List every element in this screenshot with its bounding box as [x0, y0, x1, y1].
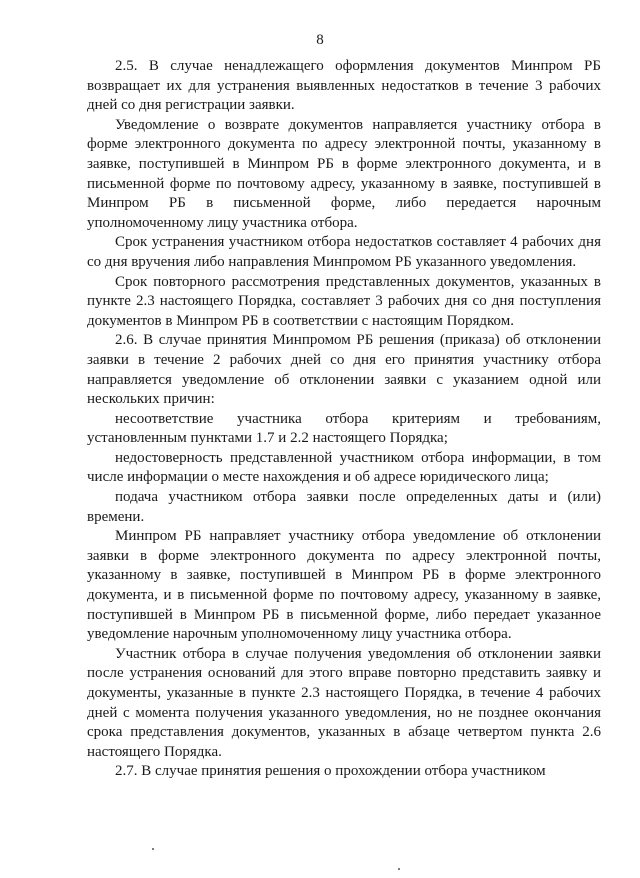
reason-item-inaccuracy: недостоверность представленной участником отбора информации, в том числе информации о месте нахождения и об адресе юридического лица; [87, 449, 601, 486]
paragraph-2-5: 2.5. В случае ненадлежащего оформления документов Минпром РБ возвращает их для устранения выявленных недостатков в течение 3 рабочих дней со дня регистрации заявки. [87, 58, 601, 114]
page-number: 8 [316, 32, 324, 48]
paragraph-resubmission: Участник отбора в случае получения уведомления об отклонении заявки после устранения оснований для этого вправе повторно представить заявку и документы, указанные в пункте 2.3 настоящего Порядка, в течение 4 рабочих дней с момента получения указанного уведомления, но не позднее окончания срока представления документов, указанных в абзаце четвертом пункта 2.6 настоящего Порядка. [87, 645, 601, 760]
scan-speck [152, 848, 154, 850]
document-body [87, 57, 601, 782]
paragraph-review-term: Срок повторного рассмотрения представленных документов, указанных в пункте 2.3 настоящего Порядка, составляет 3 рабочих дня со дня поступления документов в Минпром РБ в соответствии с настоящим Порядком. [87, 273, 601, 329]
reason-item-late-submission: подача участником отбора заявки после определенных даты и (или) времени. [87, 489, 601, 525]
paragraph-return-notice: Уведомление о возврате документов направляется участнику отбора в форме электронного документа по адресу электронной почты, указанному в заявке, поступившей в Минпром РБ в форме электронного документа, и в письменной форме по почтовому адресу, указанному в заявке, поступившей в Минпром РБ в письменной форме, либо передается нарочным уполномоченному лицу участника отбора. [87, 116, 601, 231]
paragraph-2-6: 2.6. В случае принятия Минпромом РБ решения (приказа) об отклонении заявки в течение 2 рабочих дней со дня его принятия участнику отбора направляется уведомление об отклонении заявки с указанием одной или нескольких причин: [87, 332, 601, 408]
paragraph-rejection-notice: Минпром РБ направляет участнику отбора уведомление об отклонении заявки в форме электронного документа по адресу электронной почты, указанному в заявке, поступившей в Минпром РБ в форме электронного документа, и в письменной форме по почтовому адресу, указанному в заявке, поступившей в Минпром РБ в письменной форме, либо передает указанное уведомление нарочным уполномоченному лицу участника отбора. [87, 528, 601, 643]
paragraph-correction-term: Срок устранения участником отбора недостатков составляет 4 рабочих дня со дня вручения либо направления Минпромом РБ указанного уведомления. [87, 234, 601, 270]
scan-speck [398, 868, 400, 870]
paragraph-2-7: 2.7. В случае принятия решения о прохождении отбора участником [115, 763, 546, 780]
reason-item-nonconformity: несоответствие участника отбора критериям и требованиям, установленным пунктами 1.7 и 2.2 настоящего Порядка; [87, 410, 601, 447]
